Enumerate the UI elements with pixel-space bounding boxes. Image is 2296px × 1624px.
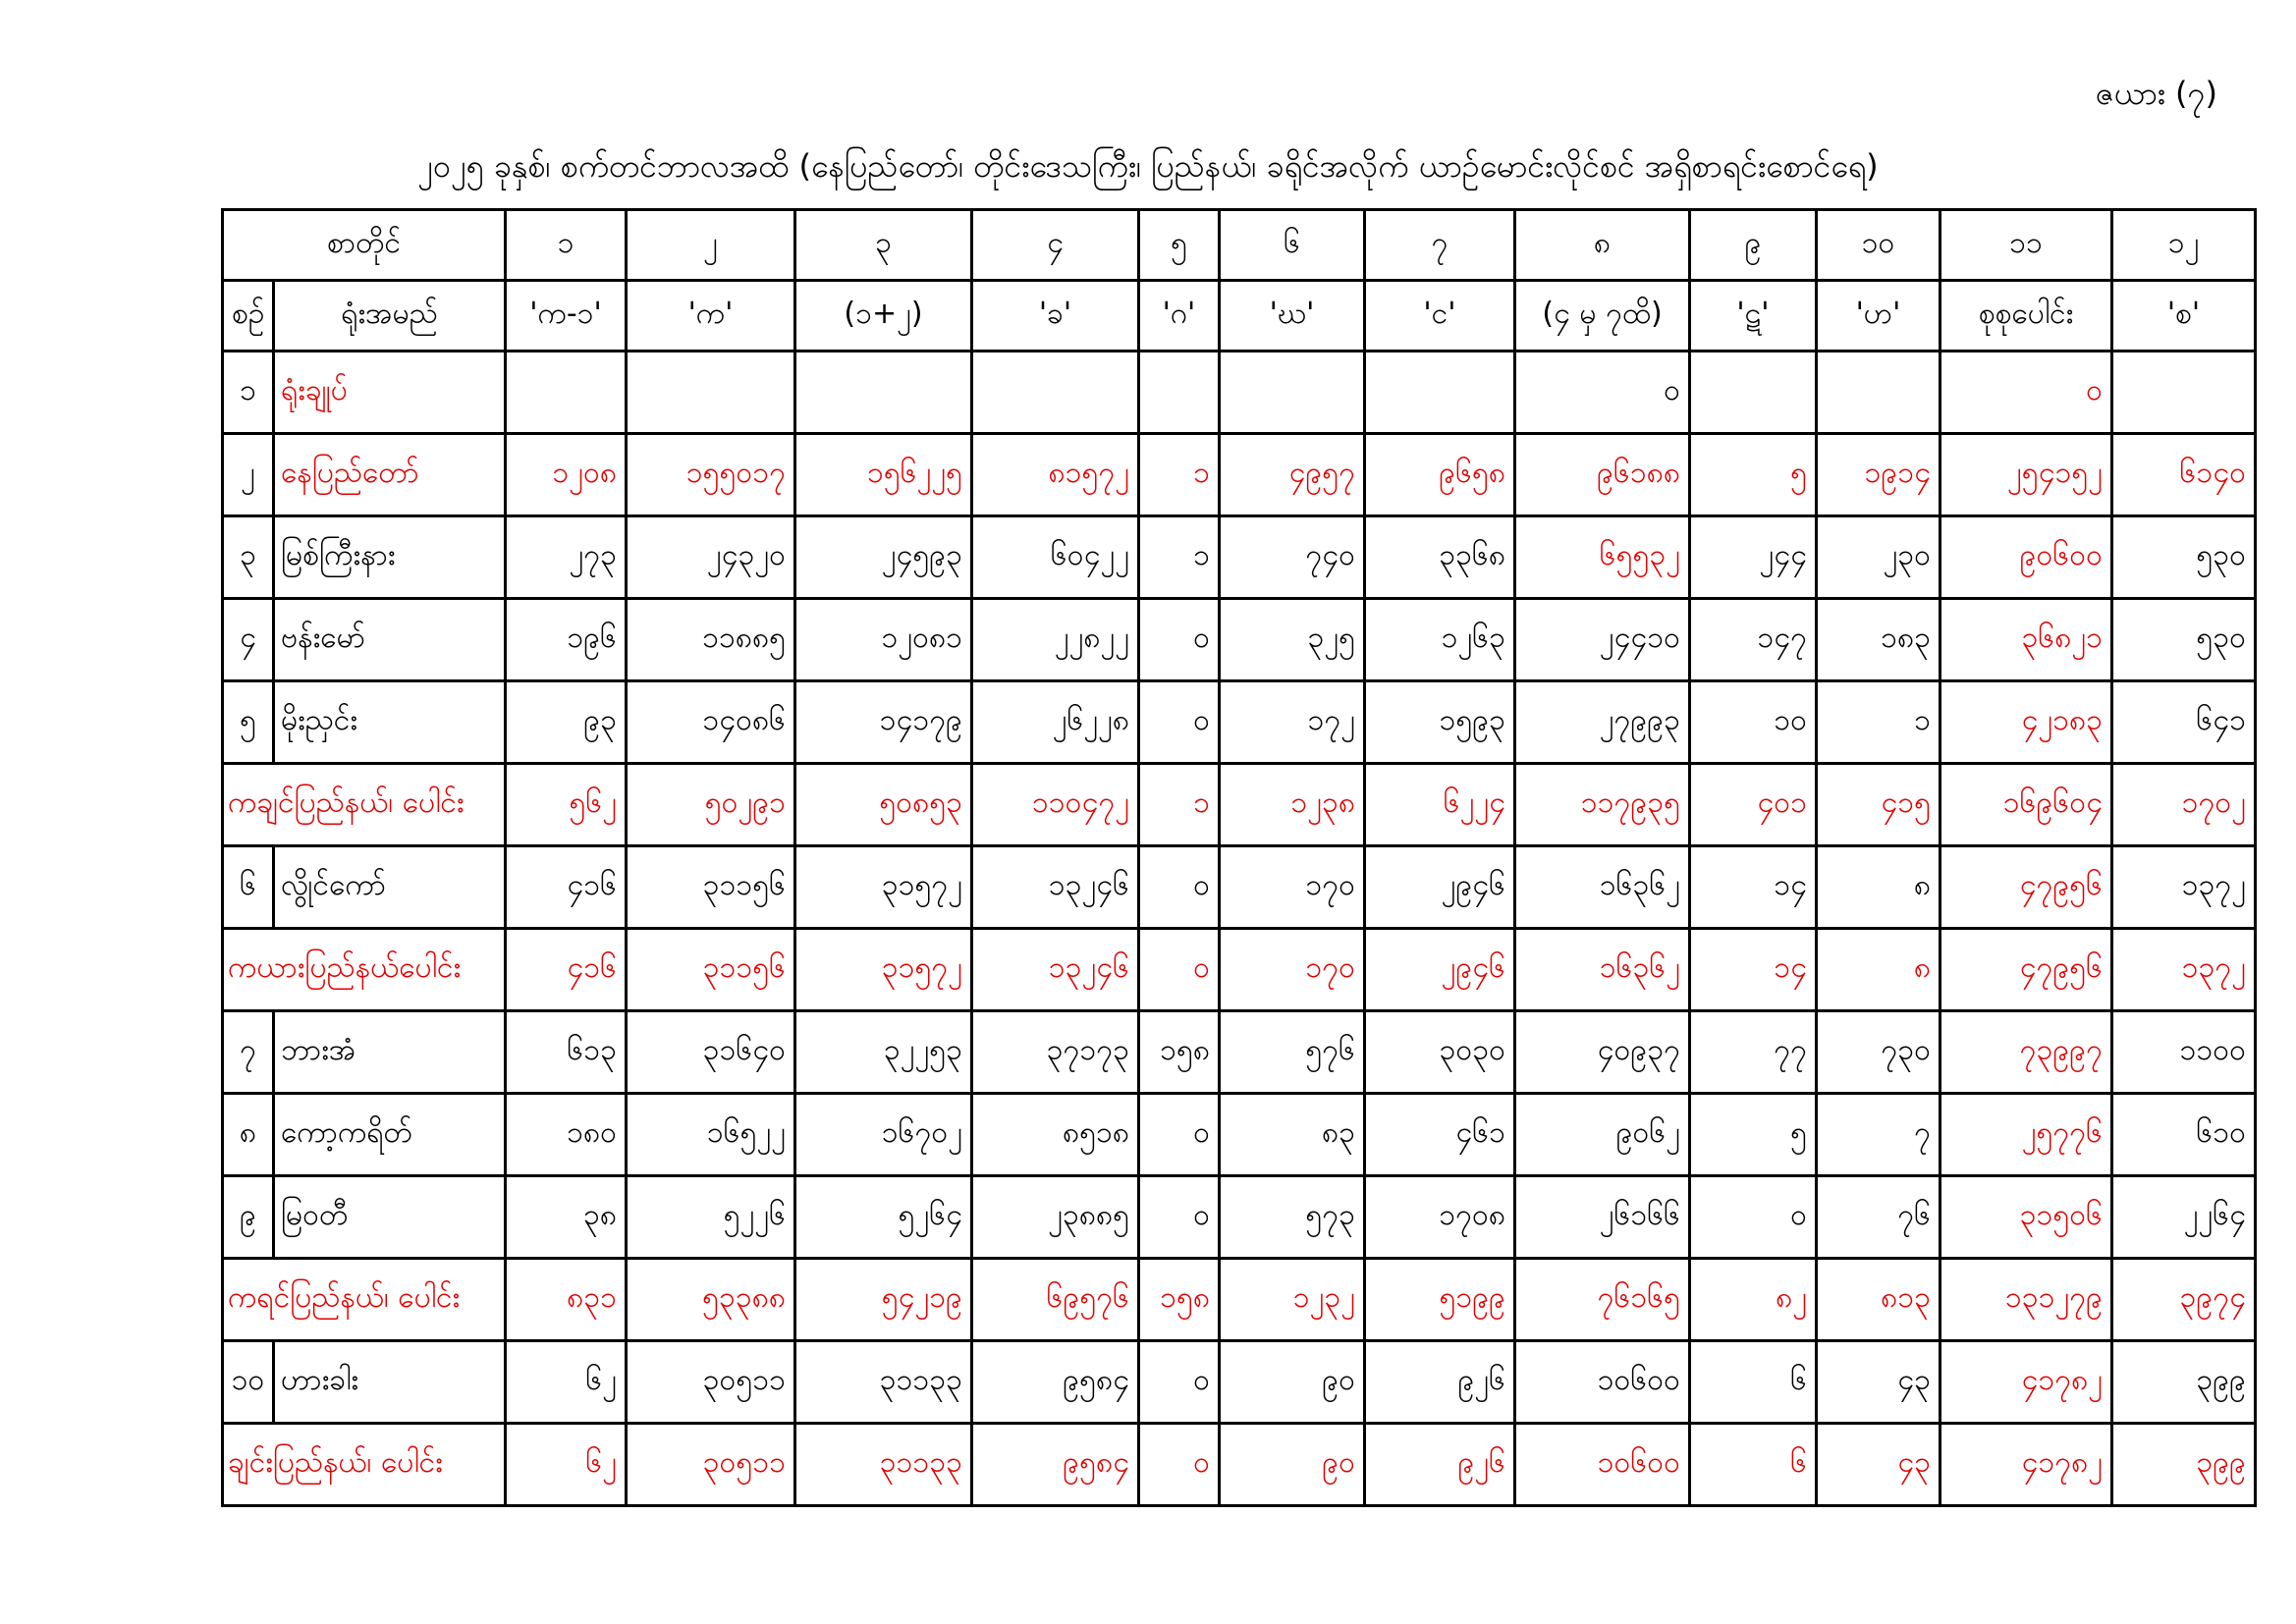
office-name: ဘားအံ — [274, 1011, 506, 1094]
value-cell: ၀ — [1139, 1424, 1220, 1506]
value-cell: ၁၈၀ — [506, 1094, 627, 1176]
value-cell: ၃၁၅၇၂ — [795, 846, 972, 929]
value-cell: ၄၀၁ — [1690, 764, 1817, 846]
value-cell: ၁၅၈ — [1139, 1259, 1220, 1341]
value-cell: ၄၃ — [1817, 1341, 1941, 1424]
office-name: ရုံးချုပ် — [274, 352, 506, 434]
value-cell: ၃၁၅၇၂ — [795, 929, 972, 1011]
value-cell: ၁၃၇၂ — [2112, 846, 2256, 929]
value-cell: ၁၂၃၈ — [1220, 764, 1365, 846]
value-cell: ၉၃ — [506, 681, 627, 764]
office-name: မြစ်ကြီးနား — [274, 516, 506, 599]
value-cell: ၃၈ — [506, 1176, 627, 1259]
value-cell: ၉၀၆၂ — [1515, 1094, 1690, 1176]
office-name: မိုးညှင်း — [274, 681, 506, 764]
value-cell: ၃၂၂၅၃ — [795, 1011, 972, 1094]
value-cell: ၀ — [1690, 1176, 1817, 1259]
value-cell: ၃၁၁၅၆ — [627, 929, 795, 1011]
value-cell: ၃၉၇၄ — [2112, 1259, 2256, 1341]
office-name: လွိုင်ကော် — [274, 846, 506, 929]
value-cell: ၅ — [1690, 1094, 1817, 1176]
value-cell: ၂၉၄၆ — [1365, 846, 1515, 929]
value-cell: ၄၁၆ — [506, 846, 627, 929]
col-code: 'ဂ' — [1139, 281, 1220, 352]
col-number: ၃ — [795, 210, 972, 281]
value-cell: ၅၇၃ — [1220, 1176, 1365, 1259]
value-cell: ၁၅၆၂၂၅ — [795, 434, 972, 516]
value-cell: ၄၇၉၅၆ — [1941, 929, 2112, 1011]
value-cell: ၇ — [1817, 1094, 1941, 1176]
office-name: ဟားခါး — [274, 1341, 506, 1424]
col-number: ၅ — [1139, 210, 1220, 281]
value-cell: ၄၁၇၈၂ — [1941, 1424, 2112, 1506]
value-cell: ၉၅၈၄ — [972, 1341, 1139, 1424]
value-cell: ၅၂၆၄ — [795, 1176, 972, 1259]
value-cell — [506, 352, 627, 434]
value-cell: ၂၆၂၂၈ — [972, 681, 1139, 764]
value-cell: ၂၅၄၁၅၂ — [1941, 434, 2112, 516]
value-cell: ၀ — [1139, 1341, 1220, 1424]
value-cell: ၂၃၀ — [1817, 516, 1941, 599]
office-name: မြဝတီ — [274, 1176, 506, 1259]
value-cell: ၉၅၈၄ — [972, 1424, 1139, 1506]
value-cell: ၉၆၅၈ — [1365, 434, 1515, 516]
value-cell: ၆၂၂၄ — [1365, 764, 1515, 846]
value-cell: ၈၃ — [1220, 1094, 1365, 1176]
value-cell: ၈၅၁၈ — [972, 1094, 1139, 1176]
value-cell: ၂၅၇၇၆ — [1941, 1094, 2112, 1176]
value-cell: ၅၃၀ — [2112, 599, 2256, 681]
value-cell: ၂၂၆၄ — [2112, 1176, 2256, 1259]
col-code: 'ခ' — [972, 281, 1139, 352]
value-cell: ၁၁၀၀ — [2112, 1011, 2256, 1094]
value-cell: ၁၆၇၀၂ — [795, 1094, 972, 1176]
value-cell: ၅ — [1690, 434, 1817, 516]
value-cell: ၁ — [1139, 434, 1220, 516]
value-cell: ၄၁၇၈၂ — [1941, 1341, 2112, 1424]
serial-number: ၆ — [223, 846, 274, 929]
value-cell: ၁၇၀၈ — [1365, 1176, 1515, 1259]
col-code: 'ဟ' — [1817, 281, 1941, 352]
value-cell: ၇၆ — [1817, 1176, 1941, 1259]
value-cell: ၁၀ — [1690, 681, 1817, 764]
value-cell: ၁၈၃ — [1817, 599, 1941, 681]
value-cell: ၃၃၆၈ — [1365, 516, 1515, 599]
value-cell: ၃၁၁၃၃ — [795, 1341, 972, 1424]
subtotal-label: ချင်းပြည်နယ်၊ ပေါင်း — [223, 1424, 506, 1506]
value-cell: ၁၃၇၂ — [2112, 929, 2256, 1011]
serial-number: ၇ — [223, 1011, 274, 1094]
col-number: ၆ — [1220, 210, 1365, 281]
document-title: ၂၀၂၅ ခုနှစ်၊ စက်တင်ဘာလအထိ (နေပြည်တော်၊ တိုင်းဒေသကြီး၊ ပြည်နယ်၊ ခရိုင်အလိုက် ယာဉ်မောင်းလိုင်စင် အရှိစာရင်းစောင်ရေ) — [417, 147, 1879, 185]
value-cell: ၈ — [1817, 846, 1941, 929]
table-body — [223, 352, 2256, 1506]
value-cell: ၀ — [1139, 681, 1220, 764]
value-cell: ၂၄၅၉၃ — [795, 516, 972, 599]
value-cell: ၁၁၈၈၅ — [627, 599, 795, 681]
subtotal-row — [223, 1424, 2256, 1506]
value-cell: ၁၅၉၃ — [1365, 681, 1515, 764]
col-code: စုစုပေါင်း — [1941, 281, 2112, 352]
header-row-column-numbers — [223, 210, 2256, 281]
value-cell: ၂၄၃၂၀ — [627, 516, 795, 599]
serial-no-header: စဉ် — [223, 281, 274, 352]
value-cell: ၆ — [1690, 1424, 1817, 1506]
value-cell — [1365, 352, 1515, 434]
value-cell: ၁၉၁၄ — [1817, 434, 1941, 516]
col-number: ၁၂ — [2112, 210, 2256, 281]
value-cell: ၀ — [1139, 929, 1220, 1011]
value-cell: ၁၄၁၇၉ — [795, 681, 972, 764]
value-cell: ၁၇၀၂ — [2112, 764, 2256, 846]
value-cell: ၆၅၅၃၂ — [1515, 516, 1690, 599]
value-cell: ၂၂၈၂၂ — [972, 599, 1139, 681]
col-code: 'က' — [627, 281, 795, 352]
value-cell: ၂၇၉၉၃ — [1515, 681, 1690, 764]
value-cell: ၃၁၆၄၀ — [627, 1011, 795, 1094]
value-cell: ၅၃၀ — [2112, 516, 2256, 599]
value-cell: ၁၆၅၂၂ — [627, 1094, 795, 1176]
value-cell: ၈ — [1817, 929, 1941, 1011]
value-cell: ၃၉၉ — [2112, 1424, 2256, 1506]
value-cell: ၃၁၁၃၃ — [795, 1424, 972, 1506]
value-cell: ၇၇ — [1690, 1011, 1817, 1094]
value-cell: ၄၃ — [1817, 1424, 1941, 1506]
value-cell: ၁၄ — [1690, 929, 1817, 1011]
value-cell: ၁၀၆၀၀ — [1515, 1424, 1690, 1506]
value-cell: ၁၇၀ — [1220, 929, 1365, 1011]
value-cell: ၁ — [1817, 681, 1941, 764]
col-code: 'ဃ' — [1220, 281, 1365, 352]
col-code: (၁+၂) — [795, 281, 972, 352]
value-cell: ၈၂ — [1690, 1259, 1817, 1341]
value-cell: ၃၇၁၇၃ — [972, 1011, 1139, 1094]
value-cell: ၆၁၃ — [506, 1011, 627, 1094]
table-row — [223, 1176, 2256, 1259]
value-cell: ၂၉၄၆ — [1365, 929, 1515, 1011]
value-cell — [2112, 352, 2256, 434]
serial-number: ၁၀ — [223, 1341, 274, 1424]
value-cell: ၅၀၈၅၃ — [795, 764, 972, 846]
value-cell: ၆၂ — [506, 1424, 627, 1506]
value-cell: ၁၃၂၄၆ — [972, 846, 1139, 929]
table-row — [223, 681, 2256, 764]
value-cell: ၁၃၂၄၆ — [972, 929, 1139, 1011]
subtotal-label: ကယားပြည်နယ်ပေါင်း — [223, 929, 506, 1011]
value-cell: ၃၉၉ — [2112, 1341, 2256, 1424]
license-table — [221, 208, 2257, 1507]
office-name: ဗန်းမော် — [274, 599, 506, 681]
serial-number: ၉ — [223, 1176, 274, 1259]
value-cell: ၁၂၆၃ — [1365, 599, 1515, 681]
table-row — [223, 1094, 2256, 1176]
serial-number: ၅ — [223, 681, 274, 764]
table-row — [223, 1341, 2256, 1424]
value-cell: ၉၀၆၀၀ — [1941, 516, 2112, 599]
value-cell — [1817, 352, 1941, 434]
value-cell: ၆၂ — [506, 1341, 627, 1424]
subtotal-row — [223, 929, 2256, 1011]
value-cell: ၃၂၅ — [1220, 599, 1365, 681]
value-cell: ၄၉၅၇ — [1220, 434, 1365, 516]
col-number: ၂ — [627, 210, 795, 281]
value-cell: ၁၂၀၈ — [506, 434, 627, 516]
value-cell: ၉၀ — [1220, 1424, 1365, 1506]
value-cell: ၀ — [1139, 1094, 1220, 1176]
value-cell: ၉၀ — [1220, 1341, 1365, 1424]
subtotal-label: ကချင်ပြည်နယ်၊ ပေါင်း — [223, 764, 506, 846]
value-cell: ၇၆၁၆၅ — [1515, 1259, 1690, 1341]
table-row — [223, 516, 2256, 599]
value-cell: ၁၄၀၈၆ — [627, 681, 795, 764]
value-cell — [627, 352, 795, 434]
value-cell: ၁၅၈ — [1139, 1011, 1220, 1094]
value-cell: ၃၁၁၅၆ — [627, 846, 795, 929]
value-cell: ၂၃၈၈၅ — [972, 1176, 1139, 1259]
value-cell: ၁၁၀၄၇၂ — [972, 764, 1139, 846]
value-cell: ၀ — [1941, 352, 2112, 434]
value-cell: ၄၇၉၅၆ — [1941, 846, 2112, 929]
serial-number: ၈ — [223, 1094, 274, 1176]
value-cell: ၉၆၁၈၈ — [1515, 434, 1690, 516]
value-cell: ၀ — [1139, 846, 1220, 929]
col-code: (၄ မှ ၇ထိ) — [1515, 281, 1690, 352]
value-cell: ၄၁၆ — [506, 929, 627, 1011]
value-cell: ၁၀၆၀၀ — [1515, 1341, 1690, 1424]
value-cell: ၇၃၉၉၇ — [1941, 1011, 2112, 1094]
page-column-label: စာတိုင် — [223, 210, 506, 281]
value-cell: ၆၁၀ — [2112, 1094, 2256, 1176]
serial-number: ၃ — [223, 516, 274, 599]
value-cell: ၅၁၉၉ — [1365, 1259, 1515, 1341]
value-cell: ၃၁၅၀၆ — [1941, 1176, 2112, 1259]
office-name: ကော့ကရိတ် — [274, 1094, 506, 1176]
col-code: 'ဋ' — [1690, 281, 1817, 352]
value-cell: ၉၂၆ — [1365, 1341, 1515, 1424]
subtotal-row — [223, 764, 2256, 846]
subtotal-label: ကရင်ပြည်နယ်၊ ပေါင်း — [223, 1259, 506, 1341]
value-cell: ၂၇၃ — [506, 516, 627, 599]
value-cell — [972, 352, 1139, 434]
value-cell: ၆၄၁ — [2112, 681, 2256, 764]
col-number: ၈ — [1515, 210, 1690, 281]
value-cell: ၁ — [1139, 516, 1220, 599]
value-cell: ၀ — [1139, 599, 1220, 681]
value-cell: ၁၁၇၉၃၅ — [1515, 764, 1690, 846]
value-cell: ၁၆၃၆၂ — [1515, 929, 1690, 1011]
value-cell: ၈၁၃ — [1817, 1259, 1941, 1341]
value-cell: ၀ — [1139, 1176, 1220, 1259]
value-cell: ၅၀၂၉၁ — [627, 764, 795, 846]
subtotal-row — [223, 1259, 2256, 1341]
value-cell: ၁၄၇ — [1690, 599, 1817, 681]
value-cell: ၆ — [1690, 1341, 1817, 1424]
value-cell — [1690, 352, 1817, 434]
value-cell: ၀ — [1515, 352, 1690, 434]
value-cell: ၃၀၃၀ — [1365, 1011, 1515, 1094]
value-cell: ၁၂၃၂ — [1220, 1259, 1365, 1341]
value-cell: ၂၄၄၁၀ — [1515, 599, 1690, 681]
col-number: ၇ — [1365, 210, 1515, 281]
value-cell: ၁၆၃၆၂ — [1515, 846, 1690, 929]
table-row — [223, 434, 2256, 516]
value-cell: ၂၄၄ — [1690, 516, 1817, 599]
col-number: ၁ — [506, 210, 627, 281]
value-cell: ၇၃၀ — [1817, 1011, 1941, 1094]
value-cell: ၃၀၅၁၁ — [627, 1424, 795, 1506]
value-cell: ၄၁၅ — [1817, 764, 1941, 846]
value-cell: ၁၉၆ — [506, 599, 627, 681]
value-cell: ၁၄ — [1690, 846, 1817, 929]
value-cell: ၁၃၁၂၇၉ — [1941, 1259, 2112, 1341]
value-cell: ၇၄၀ — [1220, 516, 1365, 599]
value-cell: ၁၇၂ — [1220, 681, 1365, 764]
value-cell: ၆၀၄၂၂ — [972, 516, 1139, 599]
col-number: ၁၀ — [1817, 210, 1941, 281]
value-cell: ၈၁၅၇၂ — [972, 434, 1139, 516]
value-cell: ၄၆၁ — [1365, 1094, 1515, 1176]
value-cell: ၅၃၃၈၈ — [627, 1259, 795, 1341]
value-cell: ၃၆၈၂၁ — [1941, 599, 2112, 681]
value-cell: ၄၀၉၃၇ — [1515, 1011, 1690, 1094]
value-cell — [1139, 352, 1220, 434]
value-cell: ၆၁၄၀ — [2112, 434, 2256, 516]
serial-number: ၂ — [223, 434, 274, 516]
value-cell: ၁၅၅၀၁၇ — [627, 434, 795, 516]
annex-label: ဇယား (၇) — [2095, 75, 2217, 112]
office-name-header: ရုံးအမည် — [274, 281, 506, 352]
value-cell: ၅၂၂၆ — [627, 1176, 795, 1259]
serial-number: ၄ — [223, 599, 274, 681]
table-row — [223, 846, 2256, 929]
value-cell — [1220, 352, 1365, 434]
value-cell: ၁၂၀၈၁ — [795, 599, 972, 681]
col-code: 'စ' — [2112, 281, 2256, 352]
value-cell: ၅၄၂၁၉ — [795, 1259, 972, 1341]
table-row — [223, 1011, 2256, 1094]
table-row — [223, 352, 2256, 434]
value-cell: ၃၀၅၁၁ — [627, 1341, 795, 1424]
value-cell: ၁ — [1139, 764, 1220, 846]
col-code: 'က-၁' — [506, 281, 627, 352]
value-cell: ၁၆၉၆၀၄ — [1941, 764, 2112, 846]
serial-number: ၁ — [223, 352, 274, 434]
col-number: ၉ — [1690, 210, 1817, 281]
value-cell: ၁၇၀ — [1220, 846, 1365, 929]
office-name: နေပြည်တော် — [274, 434, 506, 516]
value-cell: ၉၂၆ — [1365, 1424, 1515, 1506]
value-cell: ၅၆၂ — [506, 764, 627, 846]
value-cell: ၆၉၅၇၆ — [972, 1259, 1139, 1341]
table-row — [223, 599, 2256, 681]
value-cell: ၂၆၁၆၆ — [1515, 1176, 1690, 1259]
value-cell: ၄၂၁၈၃ — [1941, 681, 2112, 764]
col-number: ၄ — [972, 210, 1139, 281]
header-row-license-codes — [223, 281, 2256, 352]
value-cell: ၈၃၁ — [506, 1259, 627, 1341]
value-cell: ၅၇၆ — [1220, 1011, 1365, 1094]
col-number: ၁၁ — [1941, 210, 2112, 281]
value-cell — [795, 352, 972, 434]
col-code: 'င' — [1365, 281, 1515, 352]
